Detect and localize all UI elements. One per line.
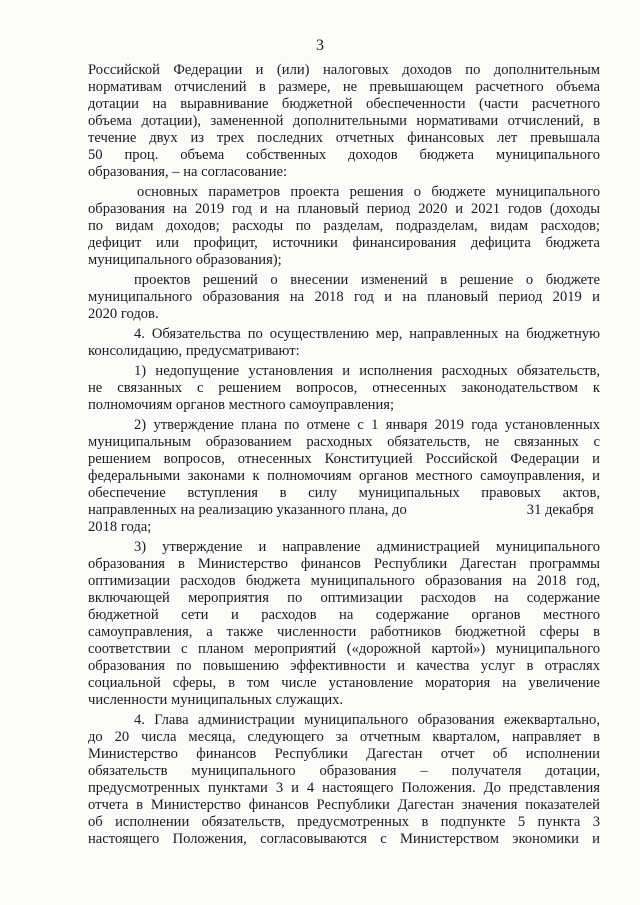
text-line: Российской Федерации и (или) налоговых доходов по дополнительным (88, 62, 600, 78)
text-line: соответствии с планом мероприятий («дорожной картой») муниципального (88, 641, 600, 657)
text-line: обеспечение вступления в силу муниципальных правовых актов, (88, 485, 600, 501)
text-line: муниципального образования на 2018 год и на плановый период 2019 и (88, 289, 600, 305)
text-line: образования по повышению эффективности и качества услуг в отраслях (88, 658, 600, 674)
text-line: проектов решений о внесении изменений в решение о бюджете (134, 272, 600, 288)
text-line: численности муниципальных служащих. (88, 692, 344, 708)
text-line: 1) недопущение установления и исполнения расходных обязательств, (134, 363, 600, 379)
text-line: до 20 числа месяца, следующего за отчетным кварталом, направляет в (88, 729, 600, 745)
text-line: оптимизации расходов бюджета муниципального образования на 2018 год, (88, 573, 600, 589)
text-line (88, 502, 600, 519)
text-line: 4. Обязательства по осуществлению мер, направленных на бюджетную (134, 326, 600, 342)
text-line: консолидацию, предусматривают: (88, 343, 300, 359)
text-line: социальной сферы, в том числе установление моратория на увеличение (88, 675, 600, 691)
text-fragment: направленных на реализацию указанного плана, до (88, 502, 407, 518)
text-line: 2018 года; (88, 519, 152, 535)
text-line: обязательств муниципального образования – получателя дотации, (88, 763, 600, 779)
text-line: 4. Глава администрации муниципального образования ежеквартально, (134, 712, 600, 728)
text-line: об исполнении обязательств, предусмотренных в подпункте 5 пункта 3 (88, 814, 600, 830)
text-line: самоуправления, а также численности работников бюджетной сферы в (88, 624, 600, 640)
text-line: объема дотации), замененной дополнительными нормативами отчислений, в (88, 113, 600, 129)
text-line: бюджетной сети и расходов на содержание органов местного (88, 607, 600, 623)
text-line: 2) утверждение плана по отмене с 1 января 2019 года установленных (134, 417, 600, 433)
text-line: дотации на выравнивание бюджетной обеспеченности (части расчетного (88, 96, 600, 112)
text-line: 2020 годов. (88, 306, 159, 322)
text-line: нормативам отчислений в размере, не превышающем расчетного объема (88, 79, 600, 95)
text-line: 3) утверждение и направление администрацией муниципального (134, 539, 600, 555)
text-line: муниципальным образованием расходных обязательств, не связанных с (88, 434, 600, 450)
text-line: отчета в Министерство финансов Республики Дагестан значения показателей (88, 797, 600, 813)
text-line: основных параметров проекта решения о бюджете муниципального (137, 184, 600, 200)
text-line: не связанных с решением вопросов, отнесенных законодательством к (88, 380, 600, 396)
text-line: дефицит или профицит, источники финансирования дефицита бюджета (88, 235, 600, 251)
text-line: течение двух из трех последних отчетных финансовых лет превышала (88, 130, 600, 146)
text-fragment: 31 декабря (526, 502, 594, 518)
text-line: предусмотренных пунктами 3 и 4 настоящего Положения. До представления (88, 780, 600, 796)
text-line: образования в Министерство финансов Республики Дагестан программы (88, 556, 600, 572)
text-line: Министерство финансов Республики Дагестан отчет об исполнении (88, 746, 600, 762)
page-number: 3 (316, 37, 324, 54)
text-line: включающей мероприятия по оптимизации расходов на содержание (88, 590, 600, 606)
text-line: настоящего Положения, согласовываются с Министерством экономики и (88, 831, 600, 847)
text-line: федеральными законами к полномочиям органов местного самоуправления, и (88, 468, 600, 484)
text-line: полномочиям органов местного самоуправления; (88, 397, 395, 413)
text-line: по видам доходов; расходы по разделам, подразделам, видам расходов; (88, 218, 600, 234)
text-line: муниципального образования); (88, 252, 282, 268)
text-line: 50 проц. объема собственных доходов бюджета муниципального (88, 147, 600, 163)
text-line: образования на 2019 год и на плановый период 2020 и 2021 годов (доходы (88, 201, 600, 217)
text-line: решением вопросов, отнесенных Конституцией Российской Федерации и (88, 451, 600, 467)
text-line: образования, – на согласование: (88, 164, 288, 180)
